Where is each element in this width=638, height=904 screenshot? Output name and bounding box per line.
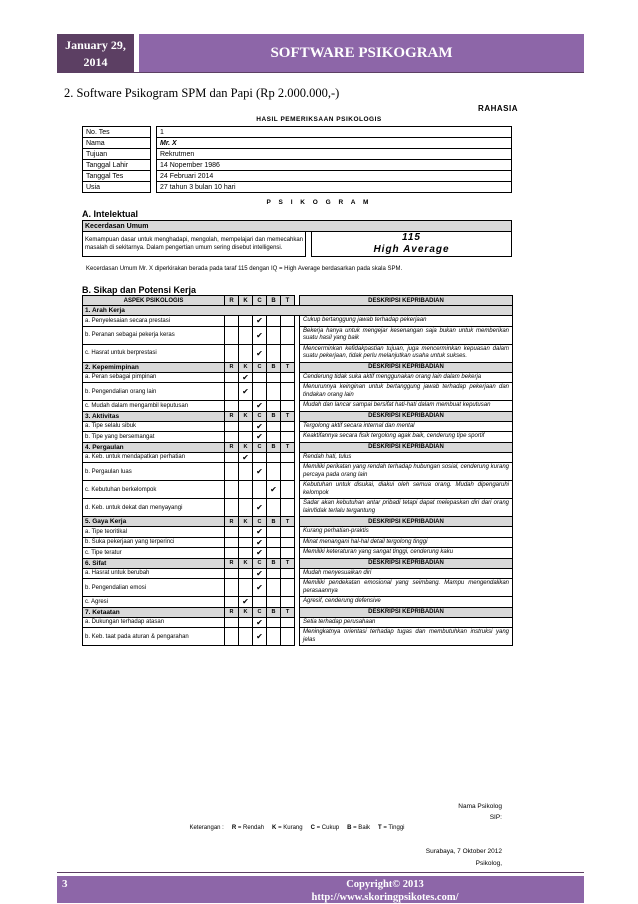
check-mark: ✔ xyxy=(253,463,267,481)
check-mark: ✔ xyxy=(253,628,267,646)
check-mark: ✔ xyxy=(253,537,267,548)
aspect-row xyxy=(83,401,513,412)
legend-text: = Kurang xyxy=(278,825,303,831)
document-title: SOFTWARE PSIKOGRAM xyxy=(139,34,584,72)
check-mark: ✔ xyxy=(253,568,267,579)
scale-header: K xyxy=(239,558,253,568)
identity-row xyxy=(83,171,512,182)
signature-role: Psikolog, xyxy=(475,860,502,867)
scale-header: T xyxy=(281,558,295,568)
legend-key: T xyxy=(377,825,382,831)
identity-value: 24 Februari 2014 xyxy=(157,171,512,182)
aspect-description: Agresif, cenderung defensive xyxy=(300,597,513,608)
scale-header: T xyxy=(281,362,295,372)
description-column-header: DESKRIPSI KEPRIBADIAN xyxy=(300,607,513,617)
check-mark: ✔ xyxy=(253,421,267,432)
aspect-label: b. Keb. taat pada aturan & pengarahan xyxy=(83,628,225,646)
legend-key: C xyxy=(310,825,315,831)
legend-item xyxy=(347,825,370,831)
legend-item xyxy=(311,825,340,831)
check-mark: ✔ xyxy=(239,452,253,463)
group-name: 3. Aktivitas xyxy=(83,411,225,421)
legend-text: = Rendah xyxy=(237,825,265,831)
date-badge xyxy=(57,34,134,72)
aspect-label: c. Agresi xyxy=(83,597,225,608)
description-column-header: DESKRIPSI KEPRIBADIAN xyxy=(300,362,513,372)
legend-text: = Baik xyxy=(353,825,370,831)
aspect-table xyxy=(82,295,513,646)
scale-header: K xyxy=(239,442,253,452)
aspect-description: Mudah dan lancar sampai bersifat hati-hati dalam membuat keputusan xyxy=(300,401,513,412)
aspect-description: Kebutuhan untuk disukai, diakui oleh semua orang. Mudah dipengaruhi kelompok xyxy=(300,481,513,499)
scale-header: B xyxy=(267,558,281,568)
check-mark: ✔ xyxy=(253,401,267,412)
group-name: 5. Gaya Kerja xyxy=(83,517,225,527)
identity-label: Tanggal Tes xyxy=(83,171,151,182)
legend-text: = Cukup xyxy=(316,825,340,831)
aspect-description: Memiliki perikatan yang rendah terhadap hubungan sosial, cenderung kurang percaya pada orang lain xyxy=(300,463,513,481)
description-column-header: DESKRIPSI KEPRIBADIAN xyxy=(300,296,513,306)
legend-key: K xyxy=(272,825,277,831)
intelligence-note: Kecerdasan Umum Mr. X diperkirakan berada pada taraf 115 dengan IQ = High Average berdasarkan pada skala SPM. xyxy=(86,266,403,272)
intelligence-description: Kemampuan dasar untuk menghadapi, mengolah, mempelajari dan memecahkan masalah di sekitarnya. Dalam pengertian umum sering disebut intelligensi. xyxy=(83,232,306,257)
identity-value: Mr. X xyxy=(157,138,512,149)
scale-header: T xyxy=(281,442,295,452)
identity-row xyxy=(83,138,512,149)
website-link[interactable]: http://www.skoringpsikotes.com/ xyxy=(311,892,459,903)
aspect-label: a. Keb. untuk mendapatkan perhatian xyxy=(83,452,225,463)
legend-key: R xyxy=(231,825,237,831)
aspect-row xyxy=(83,316,513,327)
aspect-label: b. Pengendalian emosi xyxy=(83,579,225,597)
page-number: 3 xyxy=(62,878,68,890)
scale-header: R xyxy=(225,517,239,527)
aspect-row xyxy=(83,568,513,579)
confidential-label: RAHASIA xyxy=(478,104,518,113)
group-name: 7. Ketaatan xyxy=(83,607,225,617)
iq-score: 115 xyxy=(402,232,421,243)
aspect-description: Meningkatnya orientasi terhadap tugas dan membutuhkan instruksi yang jelas xyxy=(300,628,513,646)
identity-value: Rekrutmen xyxy=(157,149,512,160)
signature-place-date: Surabaya, 7 Oktober 2012 xyxy=(425,848,502,855)
aspect-row xyxy=(83,527,513,538)
scale-header: K xyxy=(239,607,253,617)
identity-label: No. Tes xyxy=(83,127,151,138)
aspect-label: c. Hasrat untuk berprestasi xyxy=(83,344,225,362)
scale-header: C xyxy=(253,362,267,372)
aspect-row xyxy=(83,463,513,481)
aspect-row xyxy=(83,326,513,344)
aspect-row xyxy=(83,421,513,432)
identity-row xyxy=(83,182,512,193)
group-header-row xyxy=(83,558,513,568)
scale-header: B xyxy=(267,442,281,452)
aspect-label: a. Dukungan terhadap atasan xyxy=(83,617,225,628)
aspect-description: Rendah hati, tulus xyxy=(300,452,513,463)
scale-header: C xyxy=(253,296,267,306)
identity-row xyxy=(83,127,512,138)
scale-header: K xyxy=(239,411,253,421)
scale-header: B xyxy=(267,607,281,617)
identity-row xyxy=(83,149,512,160)
aspect-row xyxy=(83,499,513,517)
aspect-label: b. Suka pekerjaan yang terperinci xyxy=(83,537,225,548)
group-name: 6. Sifat xyxy=(83,558,225,568)
aspect-label: c. Mudah dalam mengambil keputusan xyxy=(83,401,225,412)
scale-header: B xyxy=(267,296,281,306)
legend-text: = Tinggi xyxy=(383,825,405,831)
check-mark: ✔ xyxy=(253,579,267,597)
identity-label: Tanggal Lahir xyxy=(83,160,151,171)
aspect-column-header: ASPEK PSIKOLOGIS xyxy=(83,296,225,306)
scale-header: R xyxy=(225,411,239,421)
scale-header: C xyxy=(253,442,267,452)
scale-header: C xyxy=(253,607,267,617)
aspect-row xyxy=(83,452,513,463)
aspect-label: a. Peran sebagai pimpinan xyxy=(83,372,225,383)
scale-header: R xyxy=(225,607,239,617)
check-mark: ✔ xyxy=(253,499,267,517)
date-line-2: 2014 xyxy=(83,55,108,69)
aspect-description: Memiliki keteraturan yang sangat tinggi, cenderung kaku xyxy=(300,548,513,559)
iq-category: High Average xyxy=(373,244,450,255)
aspect-row xyxy=(83,617,513,628)
sip-label: SIP: xyxy=(489,814,502,821)
aspect-description: Mudah menyesuaikan diri xyxy=(300,568,513,579)
legend-key: B xyxy=(347,825,352,831)
aspect-row xyxy=(83,383,513,401)
description-column-header: DESKRIPSI KEPRIBADIAN xyxy=(300,442,513,452)
identity-value: 27 tahun 3 bulan 10 hari xyxy=(157,182,512,193)
legend-label: Keterangan : xyxy=(189,825,224,831)
date-line-1: January 29, xyxy=(65,38,126,52)
check-mark: ✔ xyxy=(253,344,267,362)
intelligence-score-cell xyxy=(312,232,512,257)
description-column-header: DESKRIPSI KEPRIBADIAN xyxy=(300,517,513,527)
aspect-description: Tergolong aktif secara internal dan mental xyxy=(300,421,513,432)
aspect-row xyxy=(83,432,513,443)
check-mark: ✔ xyxy=(253,432,267,443)
psikogram-title: P S I K O G R A M xyxy=(266,199,372,206)
footer-rule xyxy=(57,872,584,873)
group-header-row xyxy=(83,306,513,316)
identity-value: 14 Nopember 1986 xyxy=(157,160,512,171)
description-column-header: DESKRIPSI KEPRIBADIAN xyxy=(300,411,513,421)
aspect-row xyxy=(83,344,513,362)
aspect-description: Cukup bertanggung jawab terhadap pekerjaan xyxy=(300,316,513,327)
legend-item xyxy=(378,825,405,831)
group-name: 2. Kepemimpinan xyxy=(83,362,225,372)
scale-header: K xyxy=(239,362,253,372)
identity-row xyxy=(83,160,512,171)
aspect-description: Kurang perhatian-praktis xyxy=(300,527,513,538)
aspect-description: Sadar akan kebutuhan antar pribadi tetapi dapat melepaskan diri dari orang lain/tidak terlalu tergantung xyxy=(300,499,513,517)
identity-table xyxy=(82,126,512,193)
copyright-text: Copyright© 2013 xyxy=(346,879,424,890)
description-column-header: DESKRIPSI KEPRIBADIAN xyxy=(300,558,513,568)
aspect-label: a. Tipe selalu sibuk xyxy=(83,421,225,432)
identity-label: Nama xyxy=(83,138,151,149)
aspect-label: a. Tipe teoritikal xyxy=(83,527,225,538)
check-mark: ✔ xyxy=(253,316,267,327)
aspect-label: b. Pengendalian orang lain xyxy=(83,383,225,401)
aspect-row xyxy=(83,579,513,597)
section-a-title: A. Intelektual xyxy=(82,209,139,219)
aspect-row xyxy=(83,628,513,646)
aspect-label: c. Tipe teratur xyxy=(83,548,225,559)
check-mark: ✔ xyxy=(239,597,253,608)
aspect-row xyxy=(83,548,513,559)
legend-item xyxy=(232,825,264,831)
scale-header: R xyxy=(225,442,239,452)
scale-header: T xyxy=(281,517,295,527)
report-title: HASIL PEMERIKSAAN PSIKOLOGIS xyxy=(256,116,382,123)
scale-header: B xyxy=(267,517,281,527)
aspect-description: Minat menangani hal-hal detail tergolong tinggi xyxy=(300,537,513,548)
check-mark: ✔ xyxy=(253,326,267,344)
check-mark: ✔ xyxy=(239,383,253,401)
group-name: 4. Pergaulan xyxy=(83,442,225,452)
aspect-label: c. Kebutuhan berkelompok xyxy=(83,481,225,499)
scale-header: T xyxy=(281,607,295,617)
group-name: 1. Arah Kerja xyxy=(83,306,513,316)
aspect-label: b. Tipe yang bersemangat xyxy=(83,432,225,443)
aspect-label: a. Penyelesaian secara prestasi xyxy=(83,316,225,327)
check-mark: ✔ xyxy=(253,617,267,628)
identity-label: Usia xyxy=(83,182,151,193)
intelligence-table xyxy=(82,220,512,257)
aspect-table-header xyxy=(83,296,513,306)
check-mark: ✔ xyxy=(267,481,281,499)
aspect-description: Bekerja hanya untuk mengejar kesenangan saja bukan untuk memberikan suatu hasil yang baik xyxy=(300,326,513,344)
scale-header: C xyxy=(253,558,267,568)
aspect-description: Memiliki pendekatan emosional yang seimbang. Mampu mengendalikan perasaannya xyxy=(300,579,513,597)
scale-header: R xyxy=(225,296,239,306)
group-header-row xyxy=(83,517,513,527)
check-mark: ✔ xyxy=(253,548,267,559)
aspect-label: d. Keb. untuk dekat dan menyayangi xyxy=(83,499,225,517)
aspect-description: Cenderung tidak suka aktif menggunakan orang lain dalam bekerja xyxy=(300,372,513,383)
check-mark: ✔ xyxy=(253,527,267,538)
psychologist-name-label: Nama Psikolog xyxy=(458,803,502,810)
aspect-description: Mencerminkan kefidakpastian tujuan, juga mencerminkan kepuasan dalam suatu pekerjaan, tidak perlu melanjutkan usaha untuk sukses. xyxy=(300,344,513,362)
scale-header: B xyxy=(267,362,281,372)
scale-header: T xyxy=(281,296,295,306)
legend xyxy=(82,825,512,831)
aspect-row xyxy=(83,597,513,608)
aspect-row xyxy=(83,537,513,548)
aspect-description: Menurunnya keinginan untuk bertanggung jawab terhadap pekerjaan dan tindakan orang lain xyxy=(300,383,513,401)
scale-header: C xyxy=(253,517,267,527)
group-header-row xyxy=(83,362,513,372)
identity-label: Tujuan xyxy=(83,149,151,160)
scale-header: K xyxy=(239,296,253,306)
scale-header: B xyxy=(267,411,281,421)
group-header-row xyxy=(83,442,513,452)
group-header-row xyxy=(83,607,513,617)
scale-header: C xyxy=(253,411,267,421)
scale-header: R xyxy=(225,558,239,568)
scale-header: T xyxy=(281,411,295,421)
aspect-label: b. Pergaulan luas xyxy=(83,463,225,481)
aspect-row xyxy=(83,481,513,499)
aspect-description: Setia terhadap perusahaan xyxy=(300,617,513,628)
aspect-label: a. Hasrat untuk berubah xyxy=(83,568,225,579)
scale-header: R xyxy=(225,362,239,372)
section-b-title: B. Sikap dan Potensi Kerja xyxy=(82,285,197,295)
header-rule xyxy=(57,72,584,73)
group-header-row xyxy=(83,411,513,421)
legend-item xyxy=(272,825,303,831)
copyright-block xyxy=(280,878,490,904)
aspect-row xyxy=(83,372,513,383)
identity-value: 1 xyxy=(157,127,512,138)
aspect-label: b. Peranan sebagai pekerja keras xyxy=(83,326,225,344)
scale-header: K xyxy=(239,517,253,527)
check-mark: ✔ xyxy=(239,372,253,383)
aspect-description: Keaktifannya secara fisik tergolong agak baik, cenderung tipe sportif xyxy=(300,432,513,443)
intelligence-header: Kecerdasan Umum xyxy=(83,221,512,232)
section-heading: 2. Software Psikogram SPM dan Papi (Rp 2.000.000,-) xyxy=(64,86,340,100)
